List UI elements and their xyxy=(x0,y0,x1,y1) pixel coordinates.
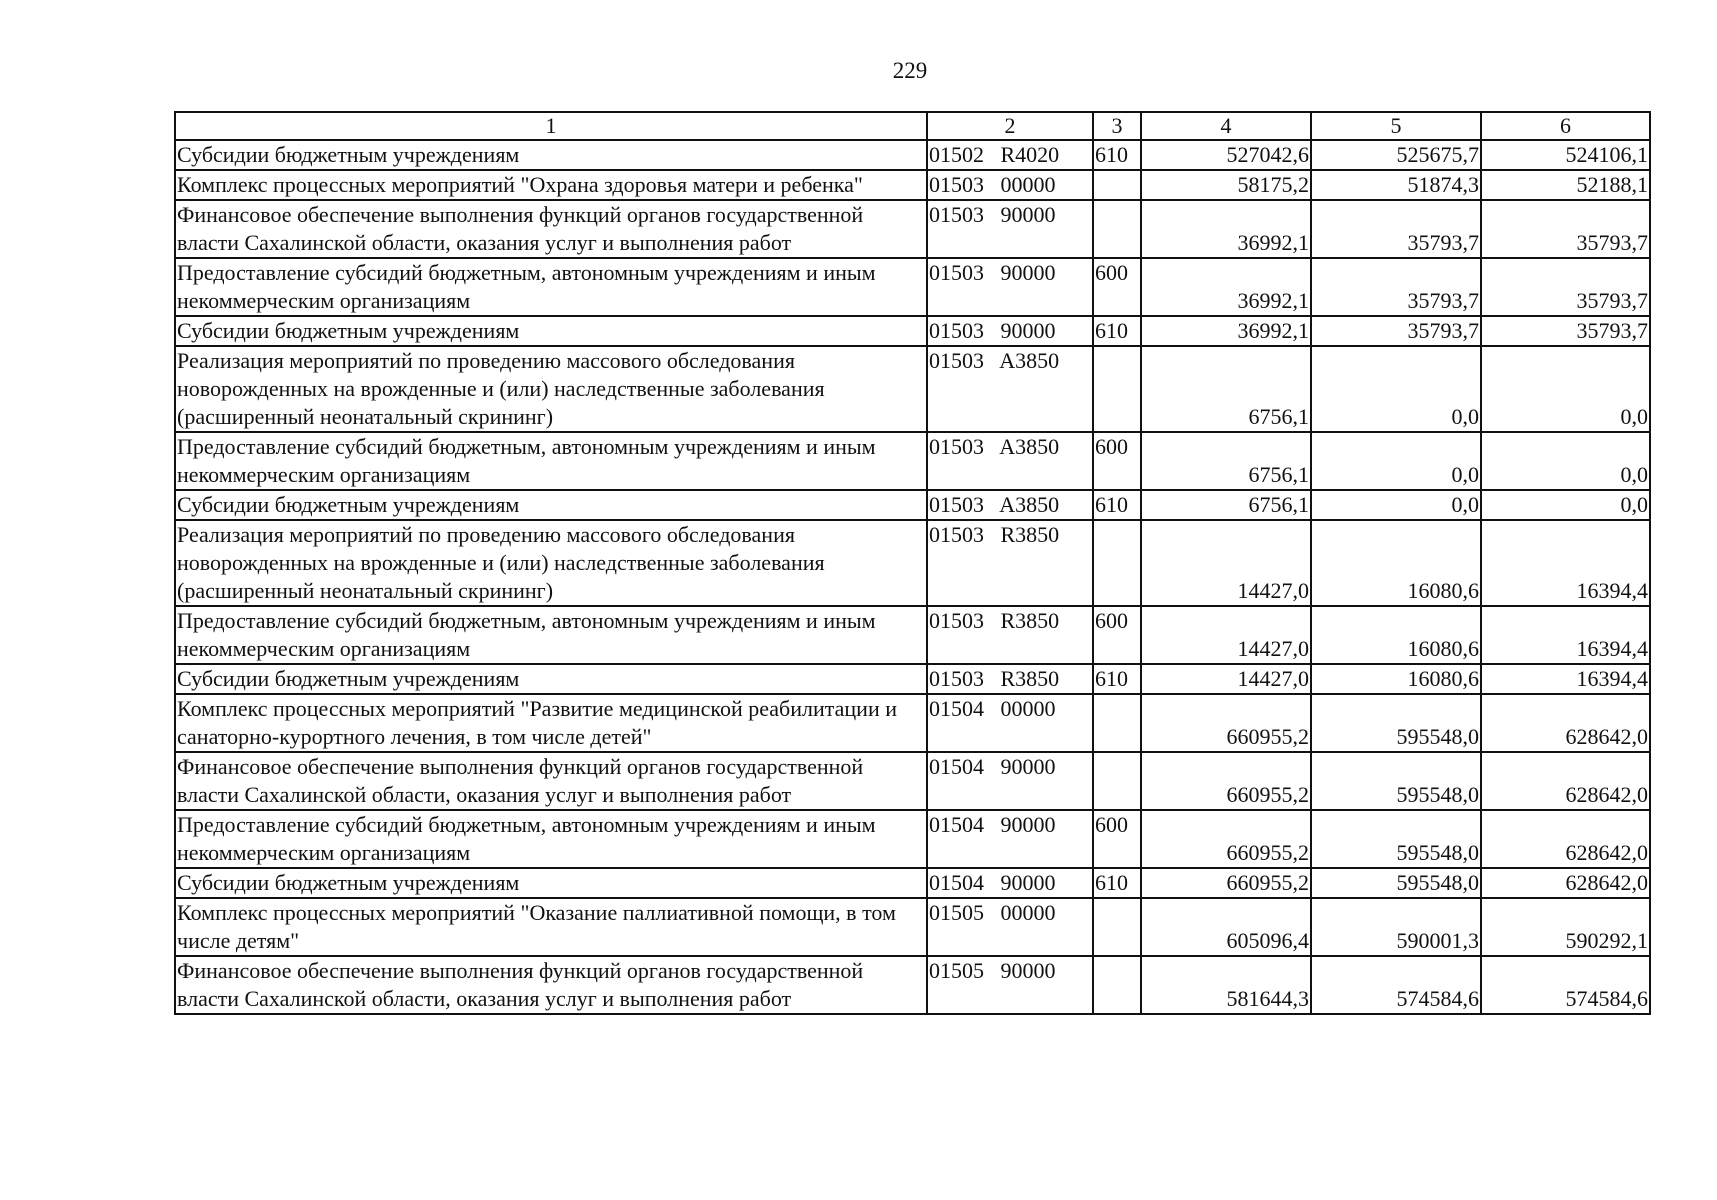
table-row xyxy=(175,432,1650,490)
table-row xyxy=(175,956,1650,1014)
row-name-cell: Субсидии бюджетным учреждениям xyxy=(175,140,927,170)
row-value-col5: 574584,6 xyxy=(1311,956,1481,1014)
row-code-cell: 01503 R3850 xyxy=(927,664,1093,694)
row-value-col4: 36992,1 xyxy=(1141,258,1311,316)
row-value-col4: 581644,3 xyxy=(1141,956,1311,1014)
row-value-col6: 52188,1 xyxy=(1481,170,1650,200)
row-code-cell: 01503 R3850 xyxy=(927,606,1093,664)
header-cell-2: 2 xyxy=(927,112,1093,140)
table-row xyxy=(175,170,1650,200)
row-kvr-cell: 610 xyxy=(1093,490,1141,520)
row-code-cell: 01504 90000 xyxy=(927,810,1093,868)
table-row xyxy=(175,346,1650,432)
row-kvr-cell xyxy=(1093,898,1141,956)
row-value-col5: 595548,0 xyxy=(1311,694,1481,752)
row-value-col4: 527042,6 xyxy=(1141,140,1311,170)
row-value-col6: 0,0 xyxy=(1481,432,1650,490)
row-value-col6: 35793,7 xyxy=(1481,200,1650,258)
row-name-cell: Финансовое обеспечение выполнения функций органов государственной власти Сахалинской области, оказания услуг и выполнения работ xyxy=(175,752,927,810)
row-value-col5: 16080,6 xyxy=(1311,606,1481,664)
table-row xyxy=(175,140,1650,170)
row-value-col6: 16394,4 xyxy=(1481,664,1650,694)
table-row xyxy=(175,520,1650,606)
row-kvr-cell: 610 xyxy=(1093,868,1141,898)
row-value-col4: 36992,1 xyxy=(1141,200,1311,258)
row-value-col5: 16080,6 xyxy=(1311,664,1481,694)
table-row xyxy=(175,810,1650,868)
row-kvr-cell: 610 xyxy=(1093,140,1141,170)
row-name-cell: Предоставление субсидий бюджетным, автономным учреждениям и иным некоммерческим организациям xyxy=(175,432,927,490)
row-value-col5: 0,0 xyxy=(1311,346,1481,432)
row-value-col5: 35793,7 xyxy=(1311,200,1481,258)
row-value-col4: 6756,1 xyxy=(1141,346,1311,432)
table-row xyxy=(175,664,1650,694)
table-row xyxy=(175,752,1650,810)
row-name-cell: Реализация мероприятий по проведению массового обследования новорожденных на врожденные и (или) наследственные заболевания (расширенный неонатальный скрининг) xyxy=(175,346,927,432)
table-row xyxy=(175,490,1650,520)
row-code-cell: 01503 R3850 xyxy=(927,520,1093,606)
table-row xyxy=(175,868,1650,898)
row-code-cell: 01504 00000 xyxy=(927,694,1093,752)
row-value-col4: 6756,1 xyxy=(1141,432,1311,490)
header-cell-4: 4 xyxy=(1141,112,1311,140)
row-name-cell: Предоставление субсидий бюджетным, автономным учреждениям и иным некоммерческим организациям xyxy=(175,258,927,316)
budget-table xyxy=(174,111,1651,1015)
row-value-col6: 35793,7 xyxy=(1481,316,1650,346)
row-code-cell: 01505 90000 xyxy=(927,956,1093,1014)
row-value-col6: 628642,0 xyxy=(1481,752,1650,810)
table-row xyxy=(175,606,1650,664)
row-value-col5: 35793,7 xyxy=(1311,258,1481,316)
row-value-col6: 574584,6 xyxy=(1481,956,1650,1014)
page-number: 229 xyxy=(892,58,928,83)
row-kvr-cell xyxy=(1093,956,1141,1014)
row-value-col5: 35793,7 xyxy=(1311,316,1481,346)
row-name-cell: Предоставление субсидий бюджетным, автономным учреждениям и иным некоммерческим организациям xyxy=(175,810,927,868)
row-value-col6: 628642,0 xyxy=(1481,868,1650,898)
header-cell-1: 1 xyxy=(175,112,927,140)
row-value-col5: 595548,0 xyxy=(1311,752,1481,810)
row-name-cell: Субсидии бюджетным учреждениям xyxy=(175,868,927,898)
row-value-col5: 590001,3 xyxy=(1311,898,1481,956)
row-name-cell: Комплекс процессных мероприятий "Оказание паллиативной помощи, в том числе детям" xyxy=(175,898,927,956)
row-value-col4: 660955,2 xyxy=(1141,752,1311,810)
header-cell-5: 5 xyxy=(1311,112,1481,140)
table-header-row xyxy=(175,112,1650,140)
row-name-cell: Предоставление субсидий бюджетным, автономным учреждениям и иным некоммерческим организациям xyxy=(175,606,927,664)
row-value-col5: 51874,3 xyxy=(1311,170,1481,200)
row-value-col4: 36992,1 xyxy=(1141,316,1311,346)
row-value-col5: 0,0 xyxy=(1311,432,1481,490)
row-name-cell: Финансовое обеспечение выполнения функций органов государственной власти Сахалинской области, оказания услуг и выполнения работ xyxy=(175,956,927,1014)
row-value-col6: 524106,1 xyxy=(1481,140,1650,170)
row-kvr-cell xyxy=(1093,752,1141,810)
table-row xyxy=(175,694,1650,752)
row-kvr-cell xyxy=(1093,346,1141,432)
row-name-cell: Субсидии бюджетным учреждениям xyxy=(175,490,927,520)
row-value-col5: 595548,0 xyxy=(1311,868,1481,898)
row-value-col5: 0,0 xyxy=(1311,490,1481,520)
row-kvr-cell xyxy=(1093,694,1141,752)
row-name-cell: Субсидии бюджетным учреждениям xyxy=(175,316,927,346)
row-code-cell: 01503 00000 xyxy=(927,170,1093,200)
row-code-cell: 01504 90000 xyxy=(927,868,1093,898)
header-cell-6: 6 xyxy=(1481,112,1650,140)
row-value-col6: 628642,0 xyxy=(1481,694,1650,752)
row-code-cell: 01503 A3850 xyxy=(927,432,1093,490)
row-value-col6: 590292,1 xyxy=(1481,898,1650,956)
row-value-col5: 16080,6 xyxy=(1311,520,1481,606)
row-value-col4: 660955,2 xyxy=(1141,810,1311,868)
row-kvr-cell xyxy=(1093,520,1141,606)
row-value-col4: 14427,0 xyxy=(1141,606,1311,664)
row-code-cell: 01503 90000 xyxy=(927,200,1093,258)
row-kvr-cell: 610 xyxy=(1093,664,1141,694)
row-value-col4: 58175,2 xyxy=(1141,170,1311,200)
row-kvr-cell: 600 xyxy=(1093,810,1141,868)
row-value-col4: 14427,0 xyxy=(1141,664,1311,694)
table-row xyxy=(175,200,1650,258)
row-code-cell: 01504 90000 xyxy=(927,752,1093,810)
row-kvr-cell xyxy=(1093,170,1141,200)
row-name-cell: Комплекс процессных мероприятий "Развитие медицинской реабилитации и санаторно-курортного лечения, в том числе детей" xyxy=(175,694,927,752)
row-kvr-cell: 600 xyxy=(1093,606,1141,664)
header-cell-3: 3 xyxy=(1093,112,1141,140)
table-row xyxy=(175,898,1650,956)
row-value-col6: 0,0 xyxy=(1481,346,1650,432)
row-value-col5: 595548,0 xyxy=(1311,810,1481,868)
row-value-col6: 628642,0 xyxy=(1481,810,1650,868)
row-value-col6: 35793,7 xyxy=(1481,258,1650,316)
row-code-cell: 01505 00000 xyxy=(927,898,1093,956)
row-kvr-cell: 610 xyxy=(1093,316,1141,346)
row-value-col4: 605096,4 xyxy=(1141,898,1311,956)
row-value-col6: 0,0 xyxy=(1481,490,1650,520)
row-value-col4: 6756,1 xyxy=(1141,490,1311,520)
table-row xyxy=(175,258,1650,316)
row-value-col4: 660955,2 xyxy=(1141,694,1311,752)
row-kvr-cell: 600 xyxy=(1093,258,1141,316)
row-value-col4: 660955,2 xyxy=(1141,868,1311,898)
row-name-cell: Комплекс процессных мероприятий "Охрана здоровья матери и ребенка" xyxy=(175,170,927,200)
row-value-col6: 16394,4 xyxy=(1481,606,1650,664)
row-code-cell: 01503 90000 xyxy=(927,316,1093,346)
row-name-cell: Реализация мероприятий по проведению массового обследования новорожденных на врожденные и (или) наследственные заболевания (расширенный неонатальный скрининг) xyxy=(175,520,927,606)
row-value-col4: 14427,0 xyxy=(1141,520,1311,606)
row-value-col5: 525675,7 xyxy=(1311,140,1481,170)
row-name-cell: Финансовое обеспечение выполнения функций органов государственной власти Сахалинской области, оказания услуг и выполнения работ xyxy=(175,200,927,258)
table-row xyxy=(175,316,1650,346)
row-name-cell: Субсидии бюджетным учреждениям xyxy=(175,664,927,694)
row-kvr-cell xyxy=(1093,200,1141,258)
row-code-cell: 01503 90000 xyxy=(927,258,1093,316)
row-code-cell: 01502 R4020 xyxy=(927,140,1093,170)
row-value-col6: 16394,4 xyxy=(1481,520,1650,606)
row-kvr-cell: 600 xyxy=(1093,432,1141,490)
row-code-cell: 01503 A3850 xyxy=(927,346,1093,432)
row-code-cell: 01503 A3850 xyxy=(927,490,1093,520)
